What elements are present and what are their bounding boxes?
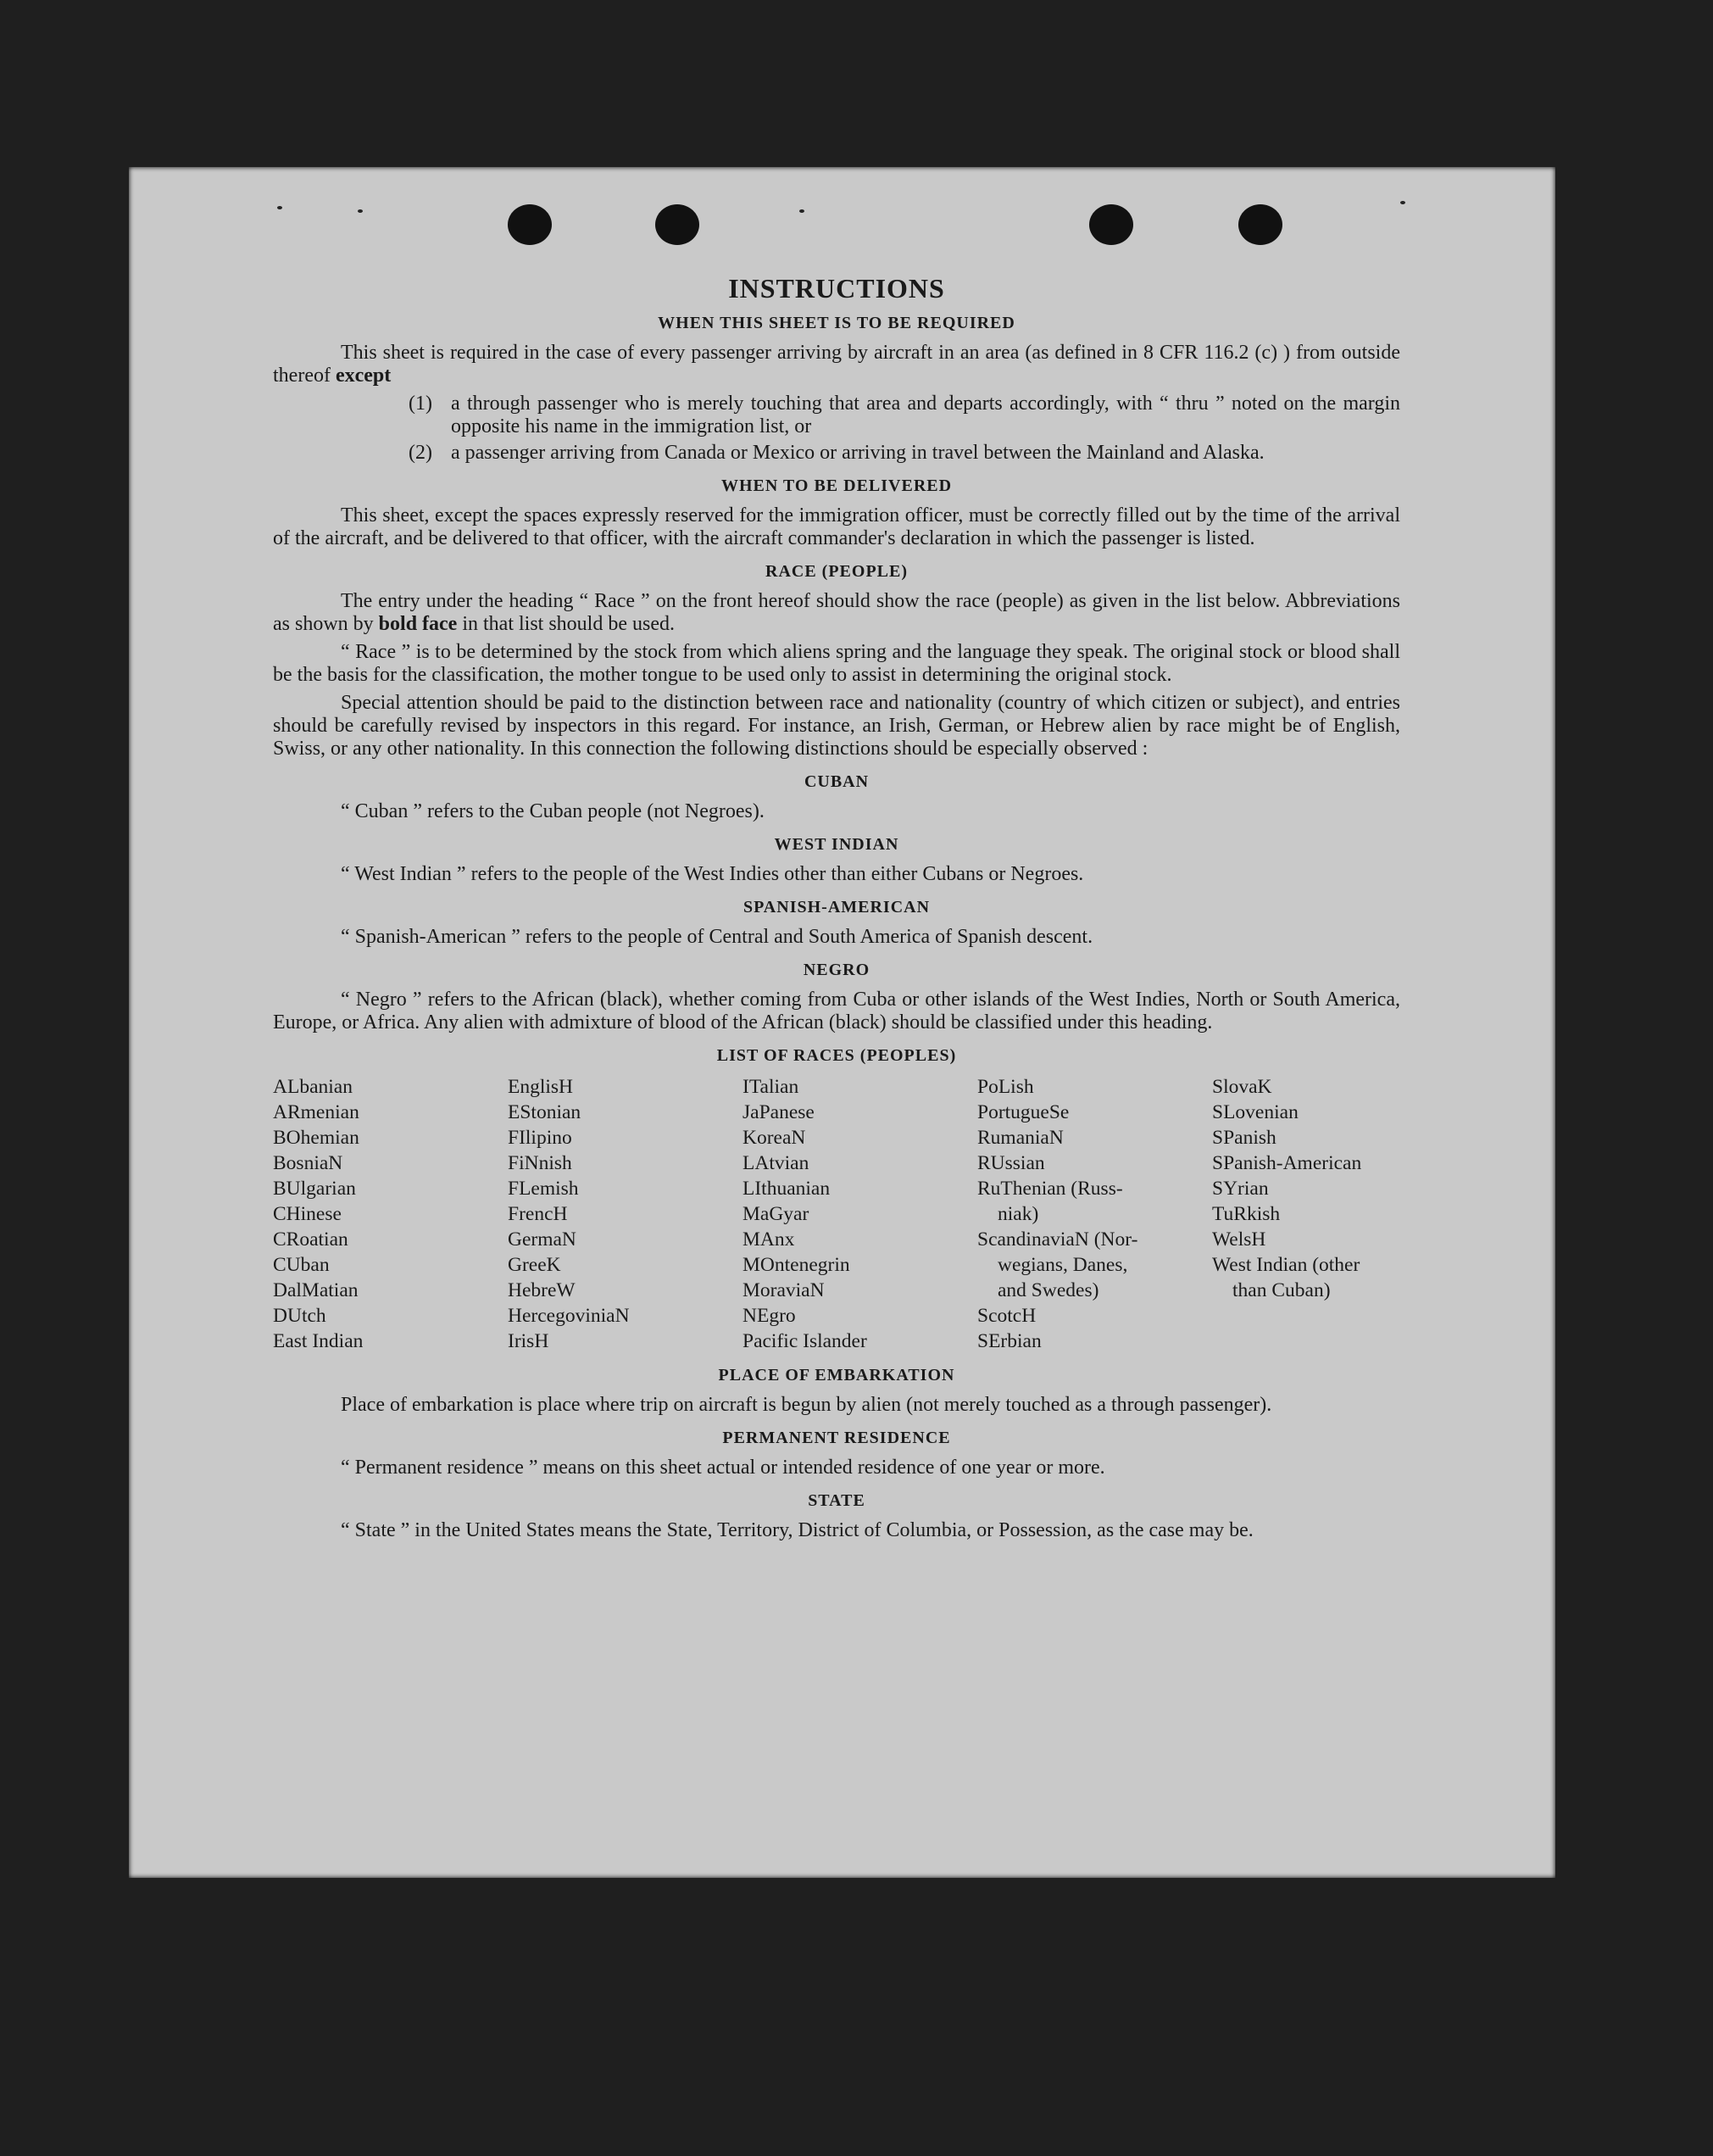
page-title: INSTRUCTIONS — [728, 273, 945, 304]
heading-residence: PERMANENT RESIDENCE — [722, 1429, 951, 1447]
heading-spanish-american: SPANISH-AMERICAN — [742, 898, 931, 916]
race-entry: BosniaN — [273, 1152, 343, 1174]
item-number: (1) — [409, 393, 432, 415]
negro-text: “ Negro ” refers to the African (black), whether coming from Cuba or other islands of the West Indies, North or South America, Europe, or Africa. Any alien with admixture of blood of the African (black) should be classified under this heading. — [273, 989, 1400, 1033]
race-entry: HercegoviniaN — [508, 1305, 630, 1327]
race-entry: IrisH — [508, 1330, 549, 1352]
heading-cuban: CUBAN — [804, 772, 870, 791]
race-entry: niak) — [998, 1203, 1039, 1225]
race-entry: wegians, Danes, — [998, 1254, 1128, 1276]
race-entry: SLovenian — [1212, 1101, 1299, 1123]
races-column — [273, 1074, 508, 1354]
races-list — [273, 1074, 1400, 1354]
race-entry: ScandinaviaN (Nor- — [977, 1228, 1138, 1251]
race-entry: DalMatian — [273, 1279, 359, 1301]
cuban-text: “ Cuban ” refers to the Cuban people (not Negroes). — [341, 800, 765, 822]
race-entry: West Indian (other — [1212, 1254, 1360, 1276]
speck — [799, 209, 804, 213]
speck — [1400, 201, 1405, 204]
heading-embarkation: PLACE OF EMBARKATION — [718, 1366, 955, 1384]
race-entry: MAnx — [742, 1228, 795, 1251]
heading-race: RACE (PEOPLE) — [765, 562, 908, 581]
residence-text: “ Permanent residence ” means on this sheet actual or intended residence of one year or more. — [341, 1457, 1105, 1479]
race-paragraph-2: “ Race ” is to be determined by the stock from which aliens spring and the language they speak. The original stock or blood shall be the basis for the classification, the mother tongue to be used only to assist in determining the original stock. — [273, 641, 1400, 686]
instructions-body — [273, 273, 1400, 1547]
punch-hole — [1089, 204, 1133, 245]
race-entry: GreeK — [508, 1254, 561, 1276]
item-number: (2) — [409, 442, 432, 464]
race-entry: CUban — [273, 1254, 330, 1276]
race-entry: PoLish — [977, 1076, 1034, 1098]
heading-negro: NEGRO — [803, 961, 870, 979]
race-paragraph-3: Special attention should be paid to the distinction between race and nationality (country of which citizen or subject), and entries should be carefully revised by inspectors in this regard. For instance, an Irish, German, or Hebrew alien by race might be of English, Swiss, or any other nationality. In this connection the following distinctions should be especially observed : — [273, 692, 1400, 760]
race-entry: LIthuanian — [742, 1178, 831, 1200]
item-text: a through passenger who is merely touching that area and departs accordingly, with “ thru ” noted on the margin opposite his name in the immigration list, or — [451, 393, 1400, 437]
race-entry: MaGyar — [742, 1203, 809, 1225]
spanish-american-text: “ Spanish-American ” refers to the people of Central and South America of Spanish descent. — [341, 926, 1093, 948]
race-entry: FiNnish — [508, 1152, 572, 1174]
races-column — [742, 1074, 977, 1354]
race-entry: FIlipino — [508, 1127, 572, 1149]
race-entry: SPanish-American — [1212, 1152, 1362, 1174]
races-column — [508, 1074, 742, 1354]
heading-required: WHEN THIS SHEET IS TO BE REQUIRED — [658, 314, 1015, 332]
race-entry: SPanish — [1212, 1127, 1276, 1149]
race-entry: than Cuban) — [1232, 1279, 1331, 1301]
race-entry: ALbanian — [273, 1076, 353, 1098]
race-entry: CHinese — [273, 1203, 342, 1225]
heading-state: STATE — [808, 1491, 865, 1510]
race-entry: FLemish — [508, 1178, 579, 1200]
race-entry: HebreW — [508, 1279, 576, 1301]
document-sheet — [129, 167, 1555, 1878]
heading-west-indian: WEST INDIAN — [774, 835, 899, 854]
race-entry: Pacific Islander — [742, 1330, 867, 1352]
race-paragraph-1: The entry under the heading “ Race ” on the front hereof should show the race (people) as given in the list below. Abbreviations as shown by bold face in that list should be used. — [273, 590, 1400, 635]
race-entry: ITalian — [742, 1076, 799, 1098]
race-entry: LAtvian — [742, 1152, 809, 1174]
race-entry: MOntenegrin — [742, 1254, 850, 1276]
heading-list-of-races: LIST OF RACES (PEOPLES) — [716, 1046, 957, 1065]
race-entry: BUlgarian — [273, 1178, 356, 1200]
race-entry: East Indian — [273, 1330, 364, 1352]
delivered-text: This sheet, except the spaces expressly reserved for the immigration officer, must be correctly filled out by the time of the arrival of the aircraft, and be delivered to that officer, with the aircraft commander's declaration in which the passenger is listed. — [273, 504, 1400, 549]
speck — [358, 209, 363, 213]
race-entry: GermaN — [508, 1228, 576, 1251]
race-entry: NEgro — [742, 1305, 796, 1327]
west-indian-text: “ West Indian ” refers to the people of the West Indies other than either Cubans or Negroes. — [341, 863, 1084, 885]
race-entry: KoreaN — [742, 1127, 806, 1149]
required-item — [409, 393, 1400, 438]
race-entry: PortugueSe — [977, 1101, 1070, 1123]
race-entry: RUssian — [977, 1152, 1045, 1174]
punch-hole — [1238, 204, 1282, 245]
race-entry: JaPanese — [742, 1101, 815, 1123]
speck — [277, 206, 282, 209]
required-item — [409, 442, 1400, 465]
heading-delivered: WHEN TO BE DELIVERED — [720, 476, 953, 495]
race-entry: CRoatian — [273, 1228, 348, 1251]
punch-hole — [655, 204, 699, 245]
race-entry: WelsH — [1212, 1228, 1266, 1251]
race-entry: SErbian — [977, 1330, 1042, 1352]
item-text: a passenger arriving from Canada or Mexico or arriving in travel between the Mainland and Alaska. — [451, 442, 1265, 464]
race-entry: EnglisH — [508, 1076, 574, 1098]
race-entry: SlovaK — [1212, 1076, 1272, 1098]
race-entry: EStonian — [508, 1101, 581, 1123]
races-column — [977, 1074, 1212, 1354]
state-text: “ State ” in the United States means the State, Territory, District of Columbia, or Possession, as the case may be. — [341, 1519, 1254, 1541]
punch-hole — [508, 204, 552, 245]
race-entry: FrencH — [508, 1203, 568, 1225]
race-entry: RumaniaN — [977, 1127, 1064, 1149]
race-entry: ScotcH — [977, 1305, 1037, 1327]
required-intro: This sheet is required in the case of every passenger arriving by aircraft in an area (as defined in 8 CFR 116.2 (c) ) from outside thereof except — [273, 342, 1400, 387]
race-entry: SYrian — [1212, 1178, 1269, 1200]
race-entry: MoraviaN — [742, 1279, 825, 1301]
race-entry: TuRkish — [1212, 1203, 1281, 1225]
races-column — [1212, 1074, 1400, 1354]
race-entry: and Swedes) — [998, 1279, 1099, 1301]
embarkation-text: Place of embarkation is place where trip on aircraft is begun by alien (not merely touched as a through passenger). — [341, 1394, 1272, 1416]
race-entry: RuThenian (Russ- — [977, 1178, 1123, 1200]
race-entry: BOhemian — [273, 1127, 359, 1149]
race-entry: DUtch — [273, 1305, 326, 1327]
race-entry: ARmenian — [273, 1101, 359, 1123]
